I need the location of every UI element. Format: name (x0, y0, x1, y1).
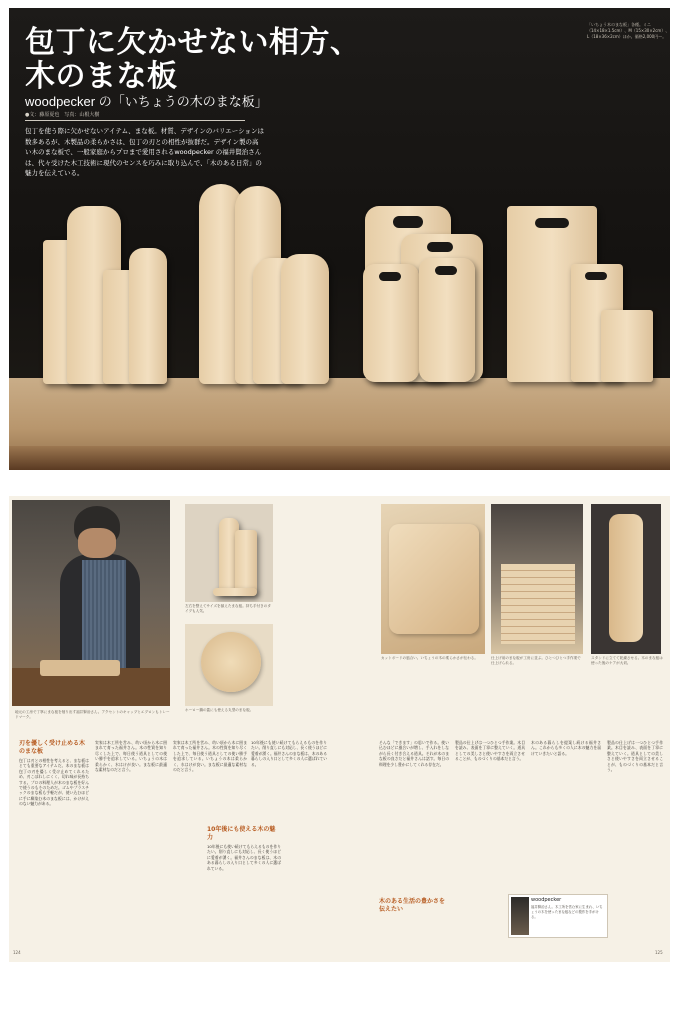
bottom-spread (9, 496, 670, 962)
round-board-photo (185, 624, 273, 706)
photo-c-caption: カットボードの風合い。いちょうの木の柔らかさが伝わる。 (381, 656, 478, 660)
title-rule (25, 120, 245, 121)
profile-box (508, 894, 608, 938)
page-number-right: 125 (655, 950, 663, 955)
profile-photo (511, 897, 529, 935)
main-photo-caption: 地元の工房で丁寧にまな板を削り出す福井賢治さん。アクセントのキャップとエプロンもトレードマーク。 (15, 710, 170, 719)
title-line-1: 包丁に欠かせない相方、 (25, 26, 361, 59)
body-column: 10年後にも使い続けてもらえるものを作りたい。削り直しにも対応し、長く使うほどに愛着が湧く。福井さんのまな板は、木のある暮らしの入り口として多くの人に選ばれている。 (207, 844, 281, 871)
photo-d-caption: 仕上げ前のまな板が工房に並ぶ。ひとつひとつ手作業で仕上げられる。 (491, 656, 581, 665)
cutting-board (213, 588, 257, 596)
photo-a-caption: 左右を整えてサイズを揃えたまな板。持ち手付きのタイプも人気。 (185, 604, 271, 613)
section-heading: 10年後にも使える木の魅力 (207, 826, 276, 841)
body-column: 10年後にも使い続けてもらえるものを作りたい。削り直しにも対応し、長く使うほどに愛着が湧く。福井さんのまな板は、木のある暮らしの入り口として多くの人に選ばれている。 (251, 740, 327, 767)
person-face (78, 528, 116, 558)
boards-photo (185, 504, 273, 602)
top-spread (9, 8, 670, 470)
cutting-board (363, 264, 419, 382)
photo-caption: 「いちょう木のまな板」各種。ミニ（14×18×1.5cm）、M（15×30×2cm）、L（18×36×2cm）ほか。価格2,000円〜。 (587, 22, 670, 39)
board-being-worked (40, 660, 120, 676)
body-column: 実家は木工所を営み、幼い頃から木に囲まれて育った福井さん。木の性質を知り尽くした上で、毎日使う道具としての使い勝手を追求している。いちょうの木は柔らかく、水はけが良い。まな板に最適な素材なのだと言う。 (95, 740, 167, 773)
section-heading: 刃を優しく受け止める木のまな板 (19, 740, 86, 755)
handle-hole (535, 218, 569, 228)
page-title (25, 26, 361, 94)
body-column: 木のある暮らしを提案し続ける福井さん。これからも多くの人に木の魅力を届けていきたいと語る。 (531, 740, 601, 756)
board-closeup-photo (381, 504, 485, 654)
lead-text: 包丁を使う際に欠かせないアイテム、まな板。材質、デザインのバリエーションは数多あるが、木製品の柔らかさは、包丁の刃との相性が抜群だ。デザイン製の高い木のまな板で、一般家庭からプロまで愛用されるwoodpecker の福井賢治さんは、代々受けた木工技術に現代のセンスを巧みに取り込んで、「木のある日常」の魅力を伝えている。 (25, 127, 264, 177)
photo-b-caption: ホーロー鍋の蓋にも使える丸型のまな板。 (185, 708, 254, 712)
title-line-2: 木のまな板 (25, 60, 178, 93)
standing-board (609, 514, 643, 642)
section-heading: 木のある生活の豊かさを伝えたい (379, 898, 446, 913)
body-column: 包丁は刃との相性を考えると、まな板はとても重要なアイテムだ。木のまな板は包丁の刃を優しく受け止めてくれるため、刃こぼれしにくく、切れ味が長持ちする。プロの料理人が木のまな板を好んで使うのもそのためだ。ゴムやプラスチックのまな板も手軽だが、使い込むほどに手に馴染む木のまな板には、かけがえのない魅力がある。 (19, 758, 89, 807)
craftsman-photo (12, 500, 170, 706)
body-column: 製品の仕上げは一つひとつ手作業。木目を読み、表面を丁寧に整えていく。道具としての美しさと使いやすさを両立させることが、ものづくりの基本だと言う。 (455, 740, 525, 762)
body-column: 製品の仕上げは一つひとつ手作業。木目を読み、表面を丁寧に整えていく。道具としての美しさと使いやすさを両立させることが、ものづくりの基本だと言う。 (607, 740, 663, 773)
cutting-board (129, 248, 167, 384)
credit: ●文：藤原夏也 写真：山根大樹 (25, 112, 100, 118)
body-column: そんな「できます」の思いで作る。使い込むほどに風合いが増し、手入れをしながら長く付き合える道具。それが木のまな板の良さだと福井さんは話す。毎日の料理を少し豊かにしてくれる存在だ。 (379, 740, 449, 767)
handle-hole (435, 266, 457, 275)
handle-hole (427, 242, 453, 252)
body-column: 実家は木工所を営み、幼い頃から木に囲まれて育った福井さん。木の性質を知り尽くした上で、毎日使う道具としての使い勝手を追求している。いちょうの木は柔らかく、水はけが良い。まな板に最適な素材なのだと言う。 (173, 740, 247, 773)
profile-text: 福井賢治さん。木工所を営む家に生まれ、いちょうの木を使ったまな板などの製作を手がける。 (531, 905, 603, 919)
page-number-left: 124 (13, 950, 21, 955)
photo-e-caption: スタンドに立てて乾燥させる。木のまな板は使った後のケアが大切。 (591, 656, 663, 665)
board-stand-photo (591, 504, 661, 654)
stack (501, 564, 575, 644)
cutting-board (419, 258, 475, 382)
cutting-board (281, 254, 329, 384)
handle-hole (379, 272, 401, 281)
subtitle: woodpecker の「いちょうの木のまな板」 (25, 94, 268, 109)
handle-hole (393, 216, 423, 228)
cutting-board (235, 530, 257, 594)
wooden-table (9, 378, 670, 470)
cutting-board (601, 310, 653, 382)
stacked-boards-photo (491, 504, 583, 654)
handle-hole (585, 272, 607, 280)
board-edge (389, 524, 479, 634)
round-board (201, 632, 261, 692)
profile-name: woodpecker (531, 897, 562, 903)
